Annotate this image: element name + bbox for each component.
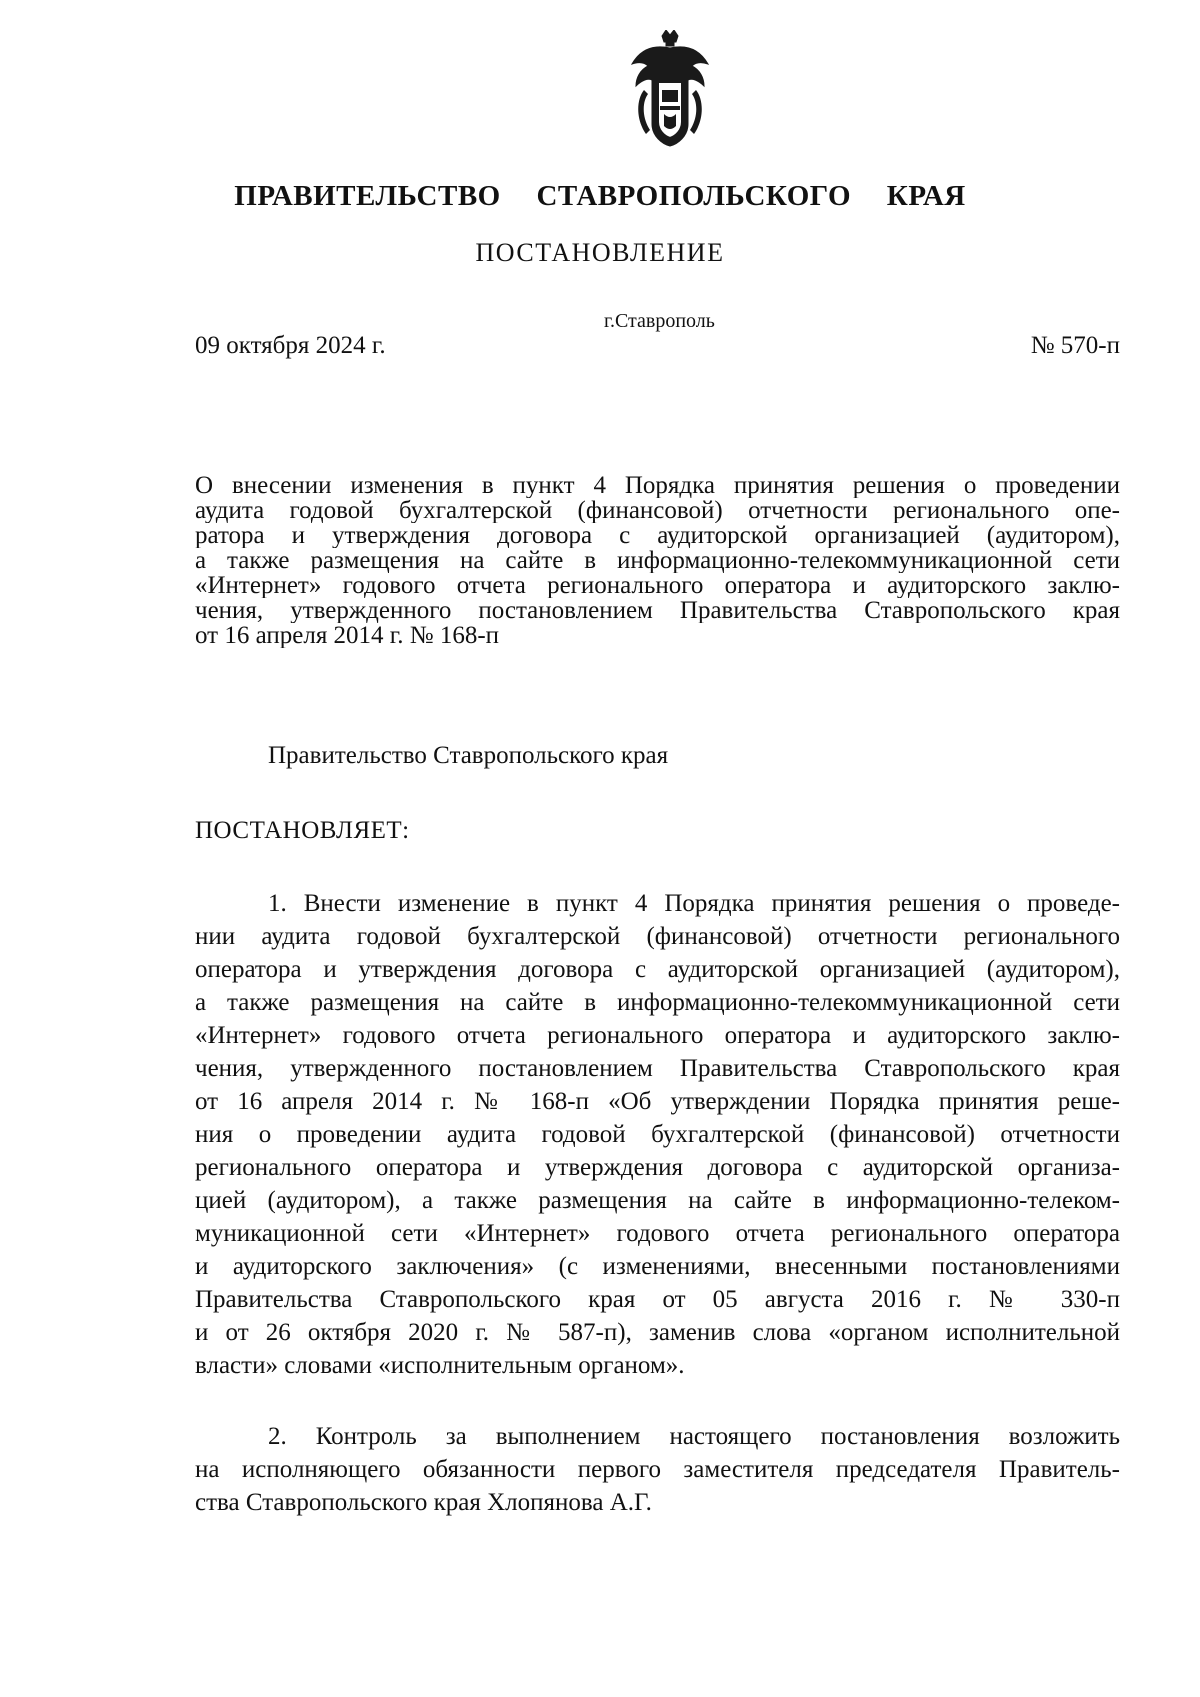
org-title-word: СТАВРОПОЛЬСКОГО bbox=[536, 180, 852, 212]
org-title-word: ПРАВИТЕЛЬСТВО bbox=[234, 180, 501, 212]
paragraph-line: 1. Внести изменение в пункт 4 Порядка принятия решения о проведе- bbox=[268, 890, 1120, 917]
paragraph-line: на исполняющего обязанности первого заместителя председателя Правитель- bbox=[195, 1456, 1120, 1483]
document-date: 09 октября 2024 г. bbox=[195, 332, 386, 359]
subject-line: ратора и утверждения договора с аудиторской организацией (аудитором), bbox=[195, 523, 1120, 548]
paragraph-line: 2. Контроль за выполнением настоящего постановления возложить bbox=[268, 1423, 1120, 1450]
paragraph-line: муникационной сети «Интернет» годового отчета регионального оператора bbox=[195, 1220, 1120, 1247]
paragraph-1 bbox=[195, 887, 1120, 1382]
paragraph-line: ства Ставропольского края Хлопянова А.Г. bbox=[195, 1489, 652, 1516]
document-type: ПОСТАНОВЛЕНИЕ bbox=[475, 238, 725, 267]
subject-line: аудита годовой бухгалтерской (финансовой) отчетности регионального опе- bbox=[195, 498, 1120, 523]
document-subject bbox=[195, 473, 1120, 648]
paragraph-line: нии аудита годовой бухгалтерской (финансовой) отчетности регионального bbox=[195, 923, 1120, 950]
paragraph-line: от 16 апреля 2014 г. № 168-п «Об утверждении Порядка принятия реше- bbox=[195, 1088, 1120, 1115]
subject-line: «Интернет» годового отчета регионального оператора и аудиторского заклю- bbox=[195, 573, 1120, 598]
issuing-body: Правительство Ставропольского края bbox=[268, 742, 669, 769]
paragraph-line: и от 26 октября 2020 г. № 587-п), заменив слова «органом исполнительной bbox=[195, 1319, 1120, 1346]
paragraph-line: цией (аудитором), а также размещения на сайте в информационно-телеком- bbox=[195, 1187, 1120, 1214]
paragraph-line: Правительства Ставропольского края от 05 августа 2016 г. № 330-п bbox=[195, 1286, 1120, 1313]
paragraph-line: чения, утвержденного постановлением Правительства Ставропольского края bbox=[195, 1055, 1120, 1082]
paragraph-line: а также размещения на сайте в информационно-телекоммуникационной сети bbox=[195, 989, 1120, 1016]
subject-line: а также размещения на сайте в информационно-телекоммуникационной сети bbox=[195, 548, 1120, 573]
paragraph-line: ния о проведении аудита годовой бухгалтерской (финансовой) отчетности bbox=[195, 1121, 1120, 1148]
paragraph-line: власти» словами «исполнительным органом». bbox=[195, 1352, 685, 1379]
org-title-word: КРАЯ bbox=[886, 180, 966, 212]
stavropol-coat-of-arms-icon bbox=[622, 30, 718, 148]
city-name: г.Ставрополь bbox=[604, 310, 715, 332]
paragraph-line: регионального оператора и утверждения договора с аудиторской организа- bbox=[195, 1154, 1120, 1181]
subject-line: чения, утвержденного постановлением Правительства Ставропольского края bbox=[195, 598, 1120, 623]
paragraph-2 bbox=[195, 1420, 1120, 1519]
paragraph-line: «Интернет» годового отчета регионального оператора и аудиторского заклю- bbox=[195, 1022, 1120, 1049]
subject-line: О внесении изменения в пункт 4 Порядка принятия решения о проведении bbox=[195, 473, 1120, 498]
document-number: № 570-п bbox=[1030, 332, 1120, 359]
organization-title bbox=[0, 180, 1200, 213]
paragraph-line: и аудиторского заключения» (с изменениями, внесенными постановлениями bbox=[195, 1253, 1120, 1280]
subject-line: от 16 апреля 2014 г. № 168-п bbox=[195, 623, 500, 648]
paragraph-line: оператора и утверждения договора с аудиторской организацией (аудитором), bbox=[195, 956, 1120, 983]
decree-word: ПОСТАНОВЛЯЕТ: bbox=[195, 817, 410, 844]
